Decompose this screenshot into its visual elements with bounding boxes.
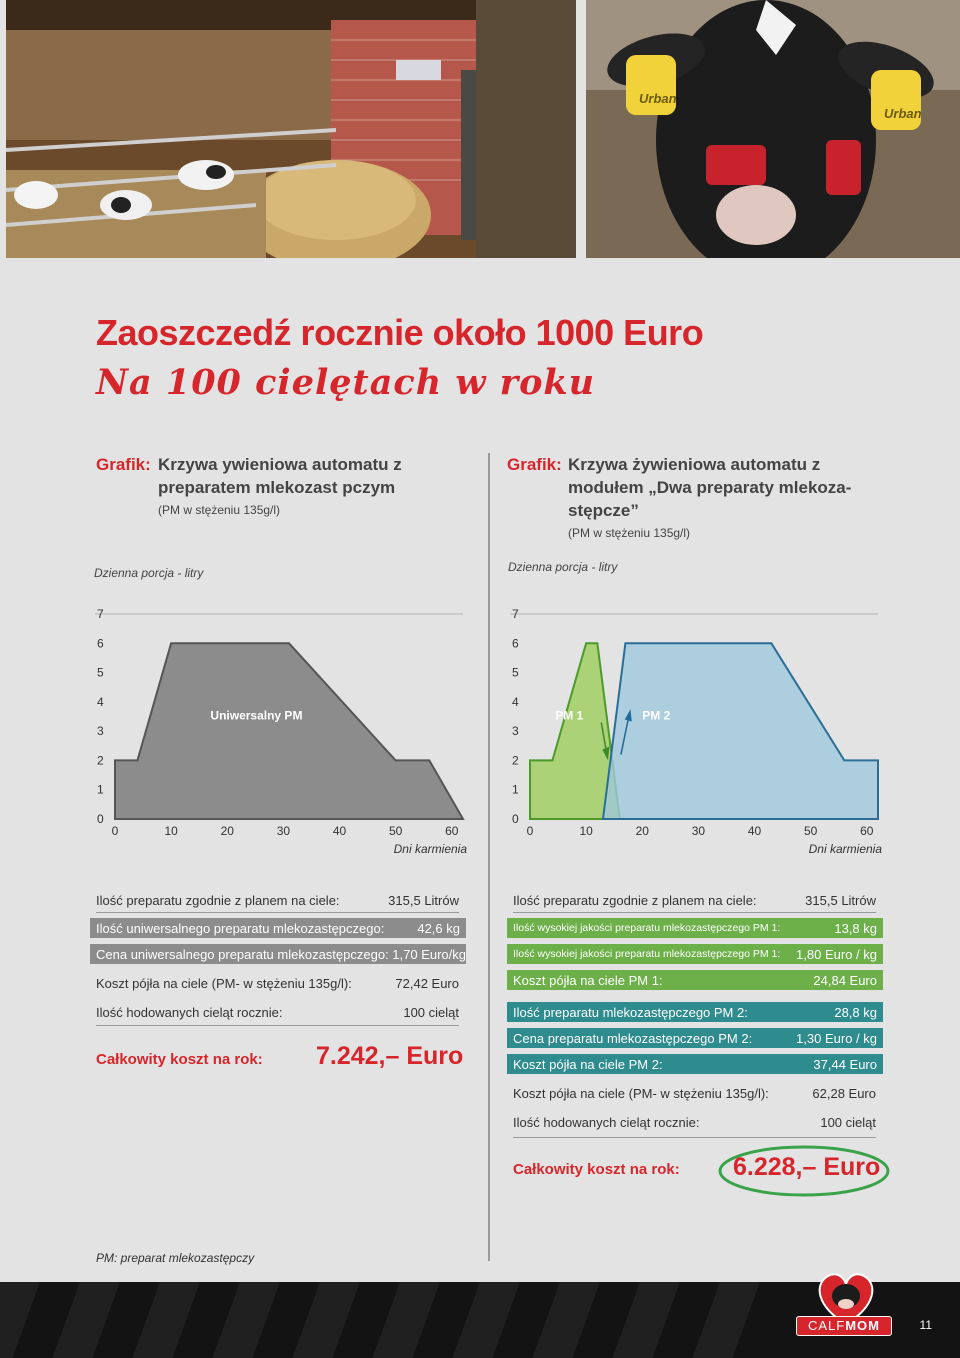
left-row-quantity-label: Ilość preparatu zgodnie z planem na ciele:: [96, 893, 340, 908]
page-number: 11: [919, 1318, 932, 1332]
right-row-calves-value: 100 cieląt: [820, 1115, 876, 1130]
left-graph-title-line2: preparatem mlekozast pczym: [158, 478, 396, 497]
y-tick-label: 4: [512, 694, 519, 709]
x-tick-label: 0: [111, 824, 119, 838]
right-graph-title-line2: modułem „Dwa preparaty mlekoza-: [568, 478, 852, 497]
right-row-calves: [513, 1115, 876, 1130]
right-row-pm1-cost-label: Koszt pójła na ciele PM 1:: [513, 973, 663, 988]
y-tick-label: 7: [512, 607, 519, 621]
y-tick-label: 7: [97, 607, 104, 621]
right-row-cost-per-calf-label: Koszt pójła na ciele (PM- w stężeniu 135g/l):: [513, 1086, 769, 1101]
y-tick-label: 5: [512, 665, 519, 680]
brand-mom: MOM: [845, 1318, 880, 1333]
right-table-divider-2: [513, 1137, 876, 1138]
right-row-calves-label: Ilość hodowanych cieląt rocznie:: [513, 1115, 700, 1130]
right-row-quantity-value: 315,5 Litrów: [805, 893, 876, 908]
right-row-pm2-price: [507, 1028, 883, 1048]
x-tick-label: 50: [388, 824, 403, 838]
y-tick-label: 0: [97, 812, 104, 826]
left-row-calves: [96, 1005, 459, 1020]
left-row-universal-amount-value: 42,6 kg: [417, 921, 460, 936]
x-tick-label: 60: [860, 824, 874, 838]
right-row-cost-per-calf-value: 62,28 Euro: [812, 1086, 876, 1101]
left-total-label: Całkowity koszt na rok:: [96, 1051, 263, 1068]
right-row-quantity: [513, 893, 876, 908]
left-table-divider: [96, 912, 459, 913]
y-tick-label: 6: [512, 636, 519, 651]
x-tick-label: 40: [332, 824, 347, 838]
series-area-1: [115, 643, 463, 819]
right-row-pm2-price-value: 1,30 Euro / kg: [796, 1031, 877, 1046]
series-label-2: PM 2: [642, 708, 671, 723]
right-row-cost-per-calf: [513, 1086, 876, 1101]
left-row-calves-label: Ilość hodowanych cieląt rocznie:: [96, 1005, 283, 1020]
right-graph-subtitle: (PM w stężeniu 135g/l): [568, 526, 691, 540]
calf-photo: [586, 0, 960, 258]
headline-subtitle: Na 100 cielętach w roku: [96, 362, 596, 403]
left-row-quantity-value: 315,5 Litrów: [388, 893, 459, 908]
right-graph-y-label: Dzienna porcja - litry: [508, 560, 618, 574]
left-row-cost-per-calf-label: Koszt pójła na ciele (PM- w stężeniu 135g/l):: [96, 976, 352, 991]
left-row-universal-price-label: Cena uniwersalnego preparatu mlekozastępczego: 1,70 Euro/kg: [96, 947, 467, 962]
x-axis-label: Dni karmienia: [808, 842, 882, 856]
y-tick-label: 5: [97, 665, 104, 680]
left-graph-y-label: Dzienna porcja - litry: [94, 566, 204, 580]
left-row-quantity: [96, 893, 459, 908]
brand-calf: CALF: [807, 1318, 846, 1333]
y-tick-label: 0: [512, 812, 519, 826]
left-row-universal-amount: [90, 918, 466, 938]
right-row-pm1-cost: [507, 970, 883, 990]
right-row-pm2-cost-label: Koszt pójła na ciele PM 2:: [513, 1057, 663, 1072]
x-tick-label: 50: [803, 824, 818, 838]
right-row-pm2-cost-value: 37,44 Euro: [813, 1057, 877, 1072]
ear-tag-text-left: Urban: [639, 91, 677, 106]
right-row-pm1-price-value: 1,80 Euro / kg: [796, 947, 877, 962]
column-divider: [488, 453, 490, 1261]
y-tick-label: 2: [97, 753, 104, 768]
right-graph-title-line1: Krzywa żywieniowa automatu z: [568, 455, 821, 474]
left-table-divider-2: [96, 1025, 459, 1026]
y-tick-label: 3: [97, 724, 104, 739]
series-label-1: PM 1: [555, 708, 584, 723]
right-row-pm2-amount: [507, 1002, 883, 1022]
left-row-calves-value: 100 cieląt: [403, 1005, 459, 1020]
right-total-value: 6.228,– Euro: [733, 1153, 881, 1181]
right-graph-label: Grafik:: [507, 455, 562, 474]
right-row-pm2-amount-value: 28,8 kg: [834, 1005, 877, 1020]
right-row-pm1-amount-label: Ilość wysokiej jakości preparatu mlekozastępczego PM 1:: [513, 922, 781, 934]
headline-title: Zaoszczedź rocznie około 1000 Euro: [96, 312, 704, 353]
ear-tag-text-right: Urban: [884, 106, 922, 121]
left-feeding-chart: [90, 600, 480, 860]
left-graph-label: Grafik:: [96, 455, 151, 474]
right-row-pm1-cost-value: 24,84 Euro: [813, 973, 877, 988]
series-label-1: Uniwersalny PM: [210, 708, 303, 723]
left-row-universal-amount-label: Ilość uniwersalnego preparatu mlekozastępczego:: [96, 921, 385, 936]
left-row-universal-price: [90, 944, 466, 964]
x-axis-label: Dni karmienia: [393, 842, 467, 856]
x-tick-label: 20: [220, 824, 234, 838]
series-area-2: [603, 643, 878, 819]
right-total-label: Całkowity koszt na rok:: [513, 1161, 680, 1178]
left-graph-subtitle: (PM w stężeniu 135g/l): [158, 503, 281, 517]
x-tick-label: 0: [526, 824, 534, 838]
left-row-cost-per-calf-value: 72,42 Euro: [395, 976, 459, 991]
calfmom-logo: [796, 1266, 896, 1338]
right-row-quantity-label: Ilość preparatu zgodnie z planem na ciele:: [513, 893, 757, 908]
x-tick-label: 30: [276, 824, 291, 838]
right-row-pm1-price-label: Ilość wysokiej jakości preparatu mlekozastępczego PM 1:: [513, 948, 781, 960]
left-total-value: 7.242,– Euro: [316, 1042, 464, 1070]
left-graph-title-line1: Krzywa ywieniowa automatu z: [158, 455, 402, 474]
right-row-pm1-amount: [507, 918, 883, 938]
right-graph-title-line3: stępcze”: [568, 501, 639, 520]
x-tick-label: 40: [747, 824, 762, 838]
y-tick-label: 1: [512, 782, 519, 797]
y-tick-label: 4: [97, 694, 104, 709]
y-tick-label: 1: [97, 782, 104, 797]
right-table-divider: [513, 912, 876, 913]
right-row-pm1-price: [507, 944, 883, 964]
x-tick-label: 30: [691, 824, 706, 838]
x-tick-label: 20: [635, 824, 649, 838]
footnote: PM: preparat mlekozastępczy: [96, 1251, 255, 1265]
y-tick-label: 2: [512, 753, 519, 768]
x-tick-label: 10: [579, 824, 593, 838]
right-row-pm1-amount-value: 13,8 kg: [834, 921, 877, 936]
x-tick-label: 10: [164, 824, 178, 838]
right-feeding-chart: [505, 600, 895, 860]
barn-photo: [6, 0, 576, 258]
right-row-pm2-amount-label: Ilość preparatu mlekozastępczego PM 2:: [513, 1005, 748, 1020]
x-tick-label: 60: [445, 824, 459, 838]
right-row-pm2-cost: [507, 1054, 883, 1074]
right-row-pm2-price-label: Cena preparatu mlekozastępczego PM 2:: [513, 1031, 753, 1046]
left-row-cost-per-calf: [96, 976, 459, 991]
y-tick-label: 6: [97, 636, 104, 651]
y-tick-label: 3: [512, 724, 519, 739]
calfmom-wordmark: [796, 1316, 892, 1336]
